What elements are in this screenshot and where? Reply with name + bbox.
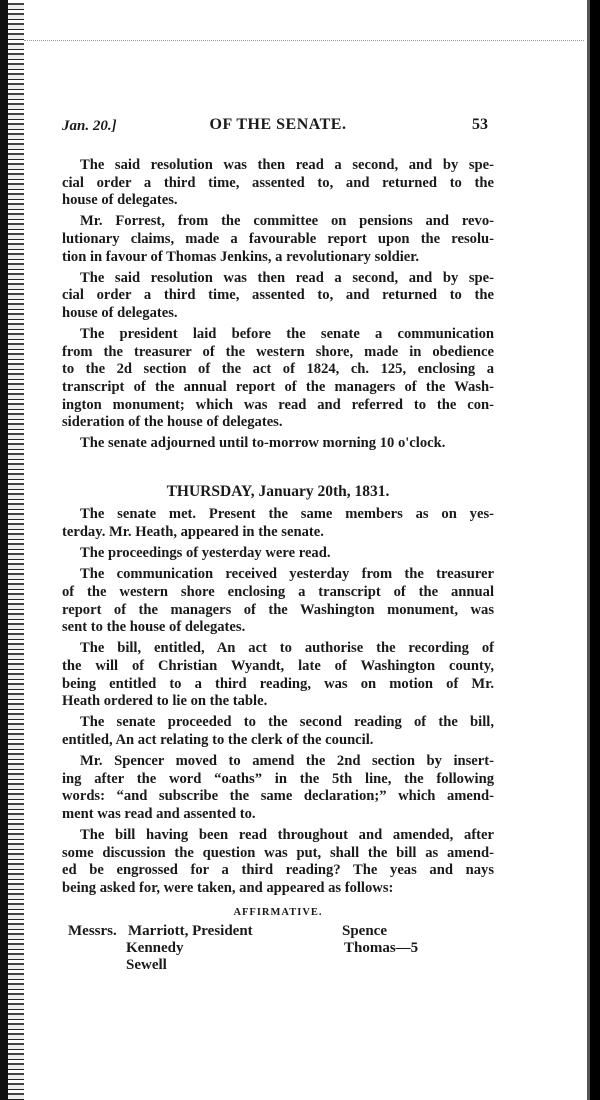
- text-line: entitled, An act relating to the clerk of the council.: [62, 731, 374, 748]
- paragraph: [62, 545, 494, 563]
- running-header: [62, 116, 494, 138]
- paragraph: [62, 714, 494, 749]
- scan-edge-shadow: [587, 0, 590, 1100]
- text-line: The bill, entitled, An act to authorise the recording of: [80, 640, 494, 657]
- paragraph: [62, 827, 494, 897]
- text-line: transcript of the annual report of the managers of the Wash-: [62, 378, 494, 395]
- text-line: The said resolution was then read a second, and by spe-: [80, 157, 494, 173]
- text-line: ment was read and assented to.: [62, 805, 256, 822]
- paragraph: [62, 435, 494, 453]
- voter-name: Sewell: [126, 957, 167, 974]
- text-line: from the treasurer of the western shore, made in obedience: [62, 343, 494, 360]
- voter-name: Thomas—5: [344, 940, 419, 957]
- text-line: being asked for, were taken, and appeared as follows:: [62, 879, 394, 896]
- vote-list: [62, 923, 494, 979]
- paragraphs-before: [62, 157, 494, 453]
- paragraph: [62, 157, 494, 210]
- paragraph: [62, 326, 494, 432]
- voter-name: Kennedy: [126, 940, 184, 957]
- affirmative-heading: AFFIRMATIVE.: [233, 906, 323, 918]
- voter-name: Marriott, President: [128, 923, 253, 940]
- scan-edge: [590, 0, 600, 1100]
- text-line: terday. Mr. Heath, appeared in the senate.: [62, 524, 324, 541]
- scan-noise: [24, 40, 584, 42]
- text-line: ing after the word “oaths” in the 5th line, the following: [62, 770, 494, 787]
- paragraph: [62, 566, 494, 636]
- text-line: ed be engrossed for a third reading? The yeas and nays: [62, 862, 494, 879]
- text-line: cial order a third time, assented to, and returned to the: [62, 174, 494, 191]
- text-line: The senate adjourned until to-morrow morning 10 o'clock.: [80, 435, 446, 452]
- paragraph: [62, 640, 494, 710]
- text-line: sent to the house of delegates.: [62, 619, 246, 636]
- text-line: The senate proceeded to the second reading of the bill,: [80, 714, 494, 731]
- text-line: The bill having been read throughout and amended, after: [80, 827, 494, 844]
- page-body: [62, 157, 494, 979]
- text-line: Mr. Spencer moved to amend the 2nd section by insert-: [80, 753, 494, 770]
- text-line: Mr. Forrest, from the committee on pensions and revo-: [80, 213, 494, 230]
- text-line: lutionary claims, made a favourable report upon the resolu-: [62, 230, 494, 247]
- header-date: Jan. 20.]: [62, 118, 117, 134]
- vote-prefix: Messrs.: [68, 923, 117, 940]
- text-line: house of delegates.: [62, 304, 178, 321]
- text-line: The communication received yesterday from the treasurer: [80, 566, 494, 583]
- text-line: ington monument; which was read and referred to the con-: [62, 396, 494, 413]
- paragraph: [62, 270, 494, 323]
- text-line: sideration of the house of delegates.: [62, 414, 283, 431]
- day-heading: THURSDAY, January 20th, 1831.: [166, 482, 390, 500]
- voter-name: Spence: [342, 923, 387, 940]
- text-line: cial order a third time, assented to, and returned to the: [62, 287, 494, 304]
- page-number: 53: [472, 116, 488, 133]
- running-title: OF THE SENATE.: [209, 116, 347, 133]
- paragraph: [62, 213, 494, 266]
- text-line: house of delegates.: [62, 192, 178, 209]
- text-line: The senate met. Present the same members as on yes-: [80, 506, 494, 523]
- paragraphs-after: [62, 506, 494, 897]
- text-line: Heath ordered to lie on the table.: [62, 693, 268, 710]
- text-line: The said resolution was then read a second, and by spe-: [80, 269, 494, 286]
- text-line: The president laid before the senate a communication: [80, 326, 494, 343]
- paragraph: [62, 753, 494, 823]
- text-line: words: “and subscribe the same declaration;” which amend-: [62, 788, 494, 805]
- text-line: the will of Christian Wyandt, late of Washington county,: [62, 658, 494, 674]
- text-line: report of the managers of the Washington monument, was: [62, 601, 494, 618]
- text-line: some discussion the question was put, shall the bill as amend-: [62, 844, 494, 861]
- text-line: The proceedings of yesterday were read.: [80, 545, 331, 562]
- paragraph: [62, 506, 494, 541]
- text-line: tion in favour of Thomas Jenkins, a revolutionary soldier.: [62, 248, 420, 265]
- book-binding-edge: [0, 0, 24, 1100]
- text-line: to the 2d section of the act of 1824, ch. 125, enclosing a: [62, 361, 494, 378]
- text-line: of the western shore enclosing a transcript of the annual: [62, 584, 494, 601]
- text-line: being entitled to a third reading, was on motion of Mr.: [62, 675, 494, 692]
